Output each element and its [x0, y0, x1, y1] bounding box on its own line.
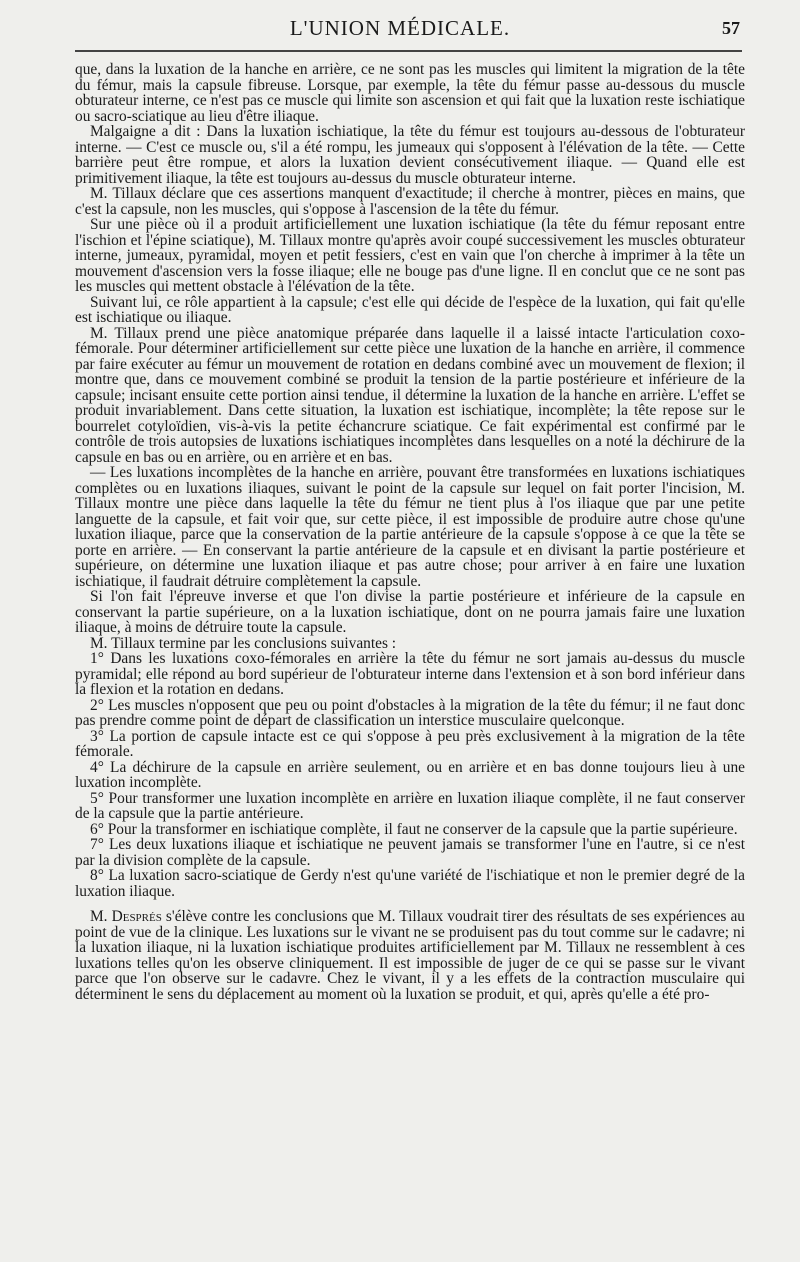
paragraph: Sur une pièce où il a produit artificiellement une luxation ischiatique (la tête du fémur reposant entre l'ischion et l'épine sciatique), M. Tillaux montre qu'après avoir coupé successivement les muscles obturateur interne, jumeaux, pyramidal, moyen et petit fessiers, c'est en vain que l'on cherche à imprimer à la tête un mouvement d'ascension vers la fosse iliaque; elle ne bouge pas d'une ligne. Il en conclut que ce ne sont pas les muscles qui mettent obstacle à l'élévation de la tête. [75, 216, 745, 295]
paragraph: que, dans la luxation de la hanche en arrière, ce ne sont pas les muscles qui limitent la migration de la tête du fémur, mais la capsule fibreuse. Lorsque, par exemple, la tête du fémur passe au-dessous du muscle obturateur interne, ce n'est pas ce muscle qui limite son ascension et qui fait que la luxation reste ischiatique ou sacro-sciatique au lieu d'être iliaque. [75, 62, 745, 125]
page-header [0, 16, 800, 46]
speaker-name: Després [111, 908, 162, 925]
paragraph: Suivant lui, ce rôle appartient à la capsule; c'est elle qui décide de l'espèce de la luxation, qui fait qu'elle est ischiatique ou iliaque. [75, 293, 745, 326]
conclusion-item: 4° La déchirure de la capsule en arrière seulement, ou en arrière et en bas donne toujours lieu à une luxation incomplète. [75, 758, 745, 791]
paragraph: M. Tillaux déclare que ces assertions manquent d'exactitude; il cherche à montrer, pièces en mains, que c'est la capsule, non les muscles, qui s'oppose à l'ascension de la tête du fémur. [75, 185, 745, 218]
final-paragraph [75, 909, 745, 1002]
conclusion-item: 7° Les deux luxations iliaque et ischiatique ne peuvent jamais se transformer l'une en l'autre, si ce n'est par la division complète de la capsule. [75, 836, 745, 869]
page-number: 57 [722, 18, 740, 38]
conclusion-item: 2° Les muscles n'opposent que peu ou point d'obstacles à la migration de la tête du fémur; il ne faut donc pas prendre comme point de départ de classification un interstice musculaire quelconque. [75, 696, 745, 729]
conclusion-item: 3° La portion de capsule intacte est ce qui s'oppose à peu près exclusivement à la migration de la tête fémorale. [75, 727, 745, 760]
conclusion-item: 5° Pour transformer une luxation incomplète en arrière en luxation iliaque complète, il ne faut conserver de la capsule que la partie antérieure. [75, 789, 745, 822]
paragraph: M. Tillaux termine par les conclusions suivantes : [90, 634, 397, 652]
paragraph: Malgaigne a dit : Dans la luxation ischiatique, la tête du fémur est toujours au-dessous de l'obturateur interne. — C'est ce muscle ou, s'il a été rompu, les jumeaux qui s'opposent à l'élévation de la tête. — Cette barrière peut être rompue, et alors la luxation devient consécutivement iliaque. — Quand elle est primitivement iliaque, la tête est toujours au-dessus du muscle obturateur interne. [75, 123, 745, 187]
final-paragraph-text: s'élève contre les conclusions que M. Tillaux voudrait tirer des résultats de ses expériences au point de vue de la clinique. Les luxations sur le vivant ne se produisent pas du tout comme sur le cadavre; ni la luxation iliaque, ni la luxation ischiatique produites artificiellement par M. Tillaux ne ressemblent à ces luxations telles qu'on les observe cliniquement. Il est impossible de juger de ce qui se passe sur le vivant parce que l'on observe sur le cadavre. Chez le vivant, il y a les effets de la contraction musculaire qui déterminent le sens du déplacement au moment où la luxation se produit, et qui, après qu'elle a été pro- [75, 908, 745, 1003]
speaker-title: M. [90, 908, 112, 925]
paragraph: Si l'on fait l'épreuve inverse et que l'on divise la partie postérieure et inférieure de la capsule en conservant la partie supérieure, on a la luxation ischiatique, dont on ne pourra jamais faire une luxation iliaque, à moins de détruire toute la capsule. [75, 588, 745, 636]
conclusion-item: 1° Dans les luxations coxo-fémorales en arrière la tête du fémur ne sort jamais au-dessus du muscle pyramidal; elle répond au bord supérieur de l'obturateur interne dans l'extension et à son bord inférieur dans la flexion et la rotation en dedans. [75, 650, 745, 698]
paragraph: — Les luxations incomplètes de la hanche en arrière, pouvant être transformées en luxations ischiatiques complètes ou en luxations iliaques, suivant le point de la capsule sur lequel on fait porter l'incision, M. Tillaux montre une pièce dans laquelle la tête du fémur ne tient plus à l'os iliaque que par une petite languette de la capsule, et fait voir que, sur cette pièce, il est impossible de produire autre chose qu'une luxation iliaque, parce que la conservation de la partie antérieure de la capsule s'oppose à ce que la tête se porte en arrière. — En conservant la partie antérieure de la capsule et en divisant la partie postérieure et supérieure, on détermine une luxation iliaque et pas autre chose; pour arriver à en faire une luxation ischiatique, il faudrait détruire complètement la capsule. [75, 464, 745, 590]
conclusion-item: 6° Pour la transformer en ischiatique complète, il faut ne conserver de la capsule que la partie supérieure. [90, 820, 738, 838]
journal-title: L'UNION MÉDICALE. [289, 16, 511, 40]
paragraph: M. Tillaux prend une pièce anatomique préparée dans laquelle il a laissé intacte l'articulation coxo-fémorale. Pour déterminer artificiellement sur cette pièce une luxation de la hanche en arrière, il commence par faire exécuter au fémur un mouvement de rotation en dedans combiné avec un mouvement de flexion; il montre que, dans ce mouvement combiné se produit la tension de la partie postérieure et inférieure de la capsule; incisant ensuite cette portion ainsi tendue, il détermine la luxation de la hanche en arrière. L'effet se produit invariablement. Dans cette situation, la luxation est ischiatique, incomplète; la tête repose sur le bourrelet cotyloïdien, vis-à-vis la petite échancrure sciatique. Ce fait expérimental est confirmé par le contrôle de trois autopsies de luxations ischiatiques incomplètes dans lesquelles on a noté la déchirure de la capsule en bas ou en arrière, ou en arrière et en bas. [75, 324, 745, 466]
article-body [75, 62, 745, 1252]
conclusion-item: 8° La luxation sacro-sciatique de Gerdy n'est qu'une variété de l'ischiatique et non le premier degré de la luxation iliaque. [75, 867, 745, 900]
header-rule [75, 50, 742, 52]
